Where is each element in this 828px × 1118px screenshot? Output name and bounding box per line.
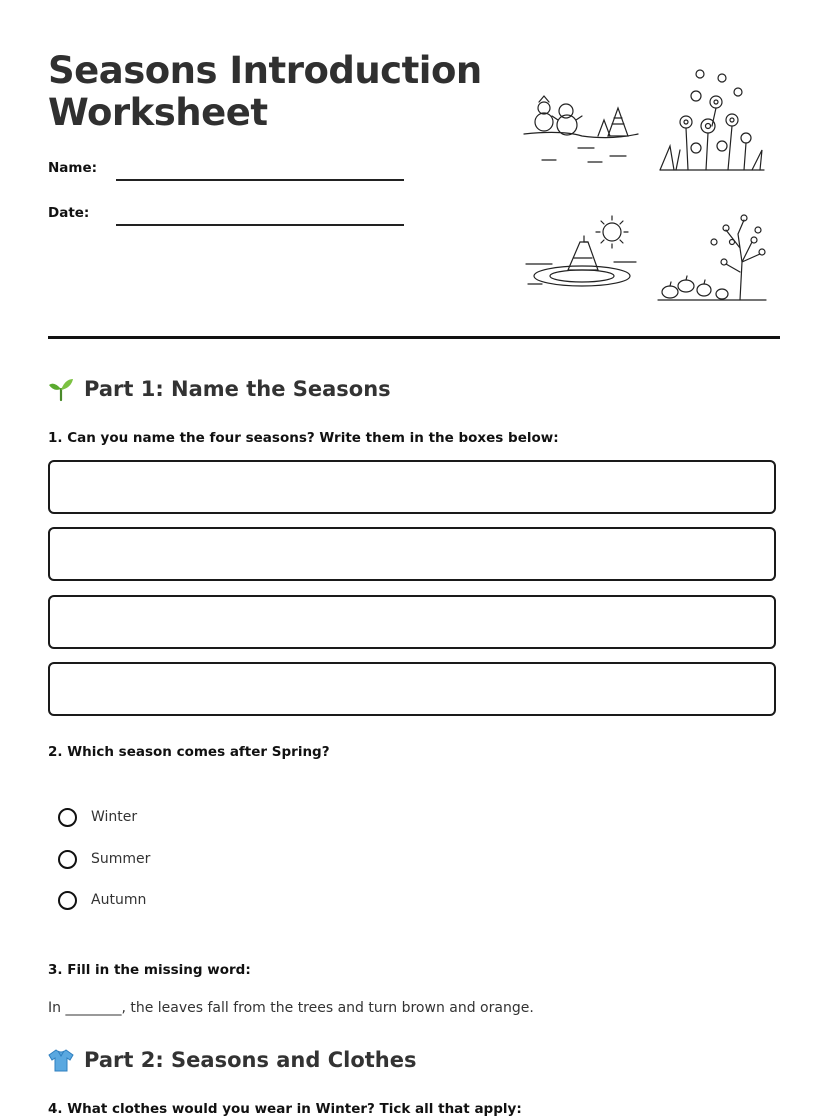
radio-circle[interactable] [58,891,77,910]
question-4: 4. What clothes would you wear in Winter? Tick all that apply: [48,1101,522,1117]
spring-illustration [656,66,768,174]
question-3: 3. Fill in the missing word: [48,962,251,978]
part1-title [48,372,391,406]
worksheet-title: Seasons Introduction Worksheet [48,49,482,134]
option-summer[interactable] [58,846,150,872]
date-label: Date: [48,205,90,221]
season-answer-box-3[interactable] [48,595,776,649]
part1-title-text: Part 1: Name the Seasons [84,377,391,401]
summer-illustration [524,212,638,292]
option-autumn[interactable] [58,887,146,913]
autumn-illustration [656,212,768,304]
shirt-icon [48,1047,74,1073]
winter-illustration [522,94,640,168]
option-label: Winter [91,809,138,825]
season-answer-box-1[interactable] [48,460,776,514]
part2-title-text: Part 2: Seasons and Clothes [84,1048,417,1072]
radio-circle[interactable] [58,850,77,869]
seedling-icon [48,376,74,402]
header-divider [48,336,780,339]
name-label: Name: [48,160,98,176]
option-label: Autumn [91,892,147,908]
option-label: Summer [91,851,151,867]
option-winter[interactable] [58,804,137,830]
name-field-row [48,160,408,190]
season-answer-box-2[interactable] [48,527,776,581]
radio-circle[interactable] [58,808,77,827]
question-1: 1. Can you name the four seasons? Write them in the boxes below: [48,430,559,446]
name-line[interactable] [116,179,404,181]
season-answer-box-4[interactable] [48,662,776,716]
date-field-row [48,205,408,235]
date-line[interactable] [116,224,404,226]
part2-title [48,1043,416,1077]
question-3-sentence: In ________, the leaves fall from the trees and turn brown and orange. [48,1000,534,1016]
question-2: 2. Which season comes after Spring? [48,744,330,760]
